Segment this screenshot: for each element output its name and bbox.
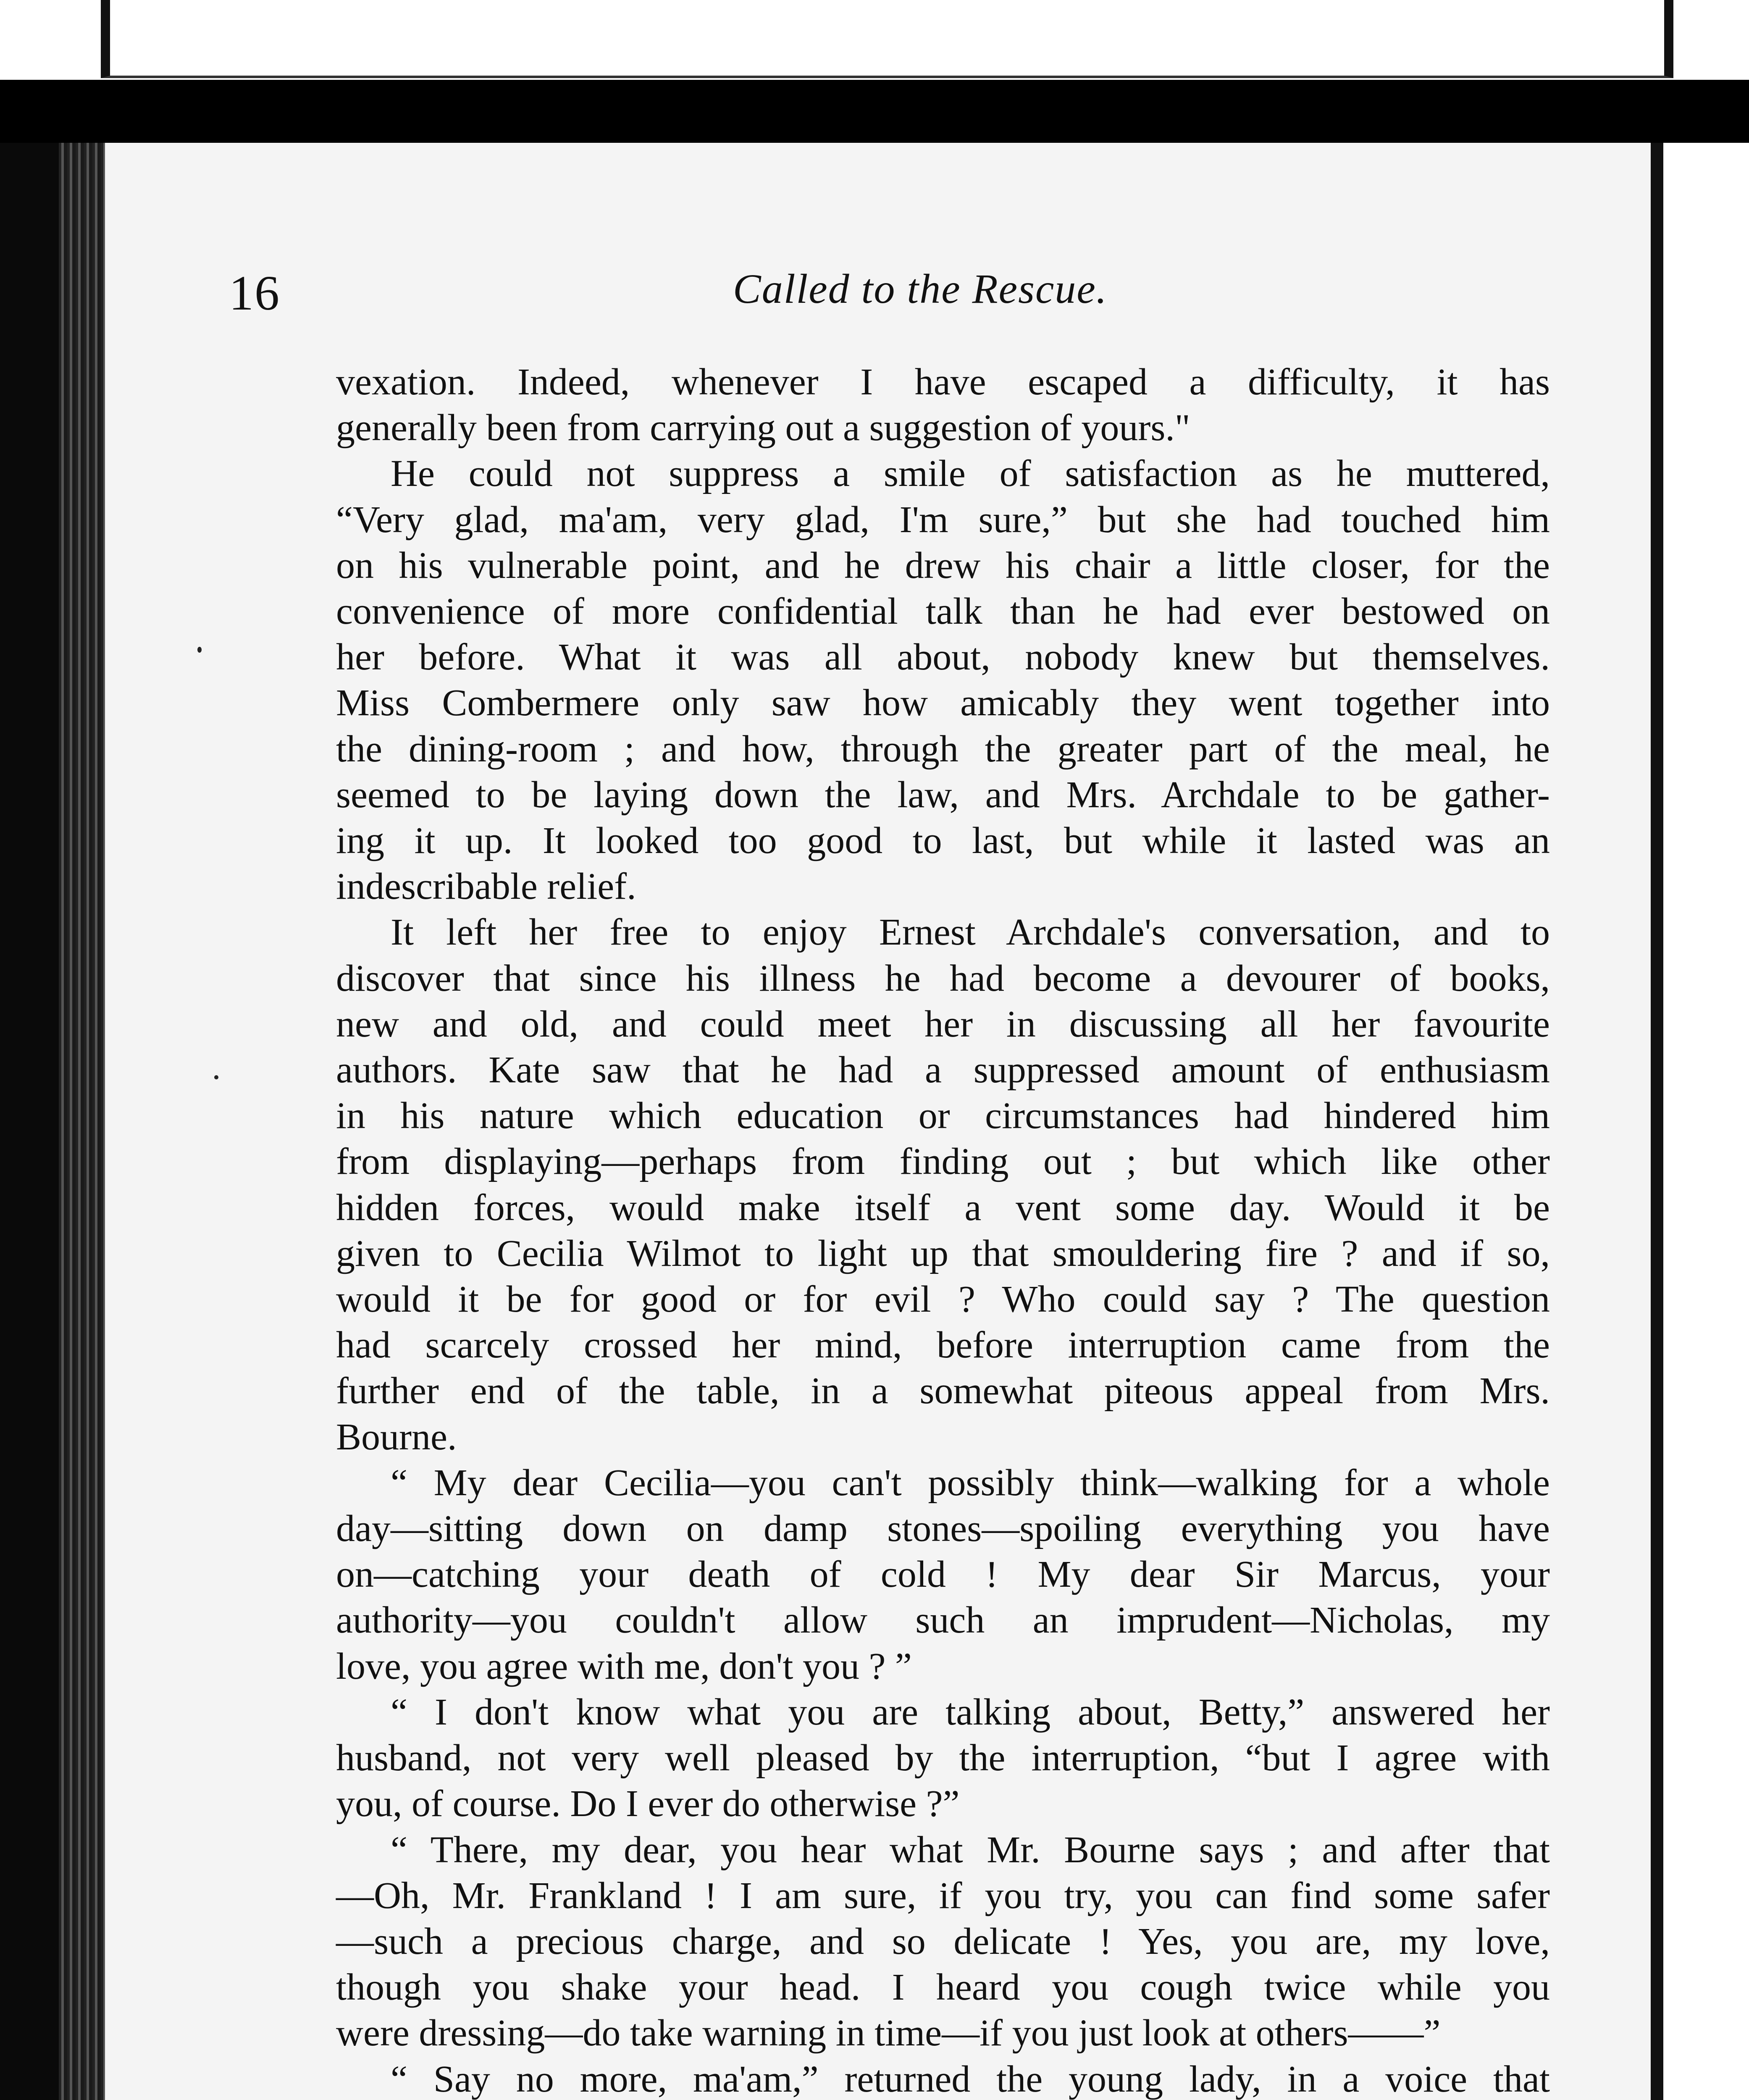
scan-border-right xyxy=(1651,143,1663,2100)
text-line: discover that since his illness he had become a devourer of books, xyxy=(336,957,1550,999)
text-line: her before. What it was all about, nobody knew but themselves. xyxy=(336,636,1550,678)
text-line: had scarcely crossed her mind, before interruption came from the xyxy=(336,1324,1550,1366)
text-line: husband, not very well pleased by the interruption, “but I agree with xyxy=(336,1737,1550,1779)
text-line: on—catching your death of cold ! My dear Sir Marcus, your xyxy=(336,1554,1550,1596)
dust-speck xyxy=(214,1075,218,1079)
text-line: —such a precious charge, and so delicate ! Yes, you are, my love, xyxy=(336,1920,1550,1962)
paragraph xyxy=(336,1460,1550,1689)
text-line: “ Say no more, ma'am,” returned the young lady, in a voice that xyxy=(391,2058,1550,2100)
dust-speck xyxy=(197,647,202,653)
paragraph xyxy=(336,451,1550,909)
text-line: were dressing—do take warning in time—if you just look at others——” xyxy=(336,2012,1441,2054)
text-line: new and old, and could meet her in discussing all her favourite xyxy=(336,1003,1550,1045)
body-text xyxy=(336,359,1550,2100)
text-line: day—sitting down on damp stones—spoiling everything you have xyxy=(336,1508,1550,1550)
paragraph xyxy=(336,2056,1550,2100)
running-title: Called to the Rescue. xyxy=(733,265,1108,312)
text-line: generally been from carrying out a suggestion of yours." xyxy=(336,407,1190,449)
text-line: seemed to be laying down the law, and Mrs. Archdale to be gather- xyxy=(336,774,1550,816)
text-line: on his vulnerable point, and he drew his chair a little closer, for the xyxy=(336,544,1550,586)
text-line: love, you agree with me, don't you ? ” xyxy=(336,1645,912,1687)
scan-margin-right xyxy=(1651,143,1749,2100)
previous-page-edge xyxy=(0,0,1749,80)
scan-border-top xyxy=(0,80,1749,143)
text-line: convenience of more confidential talk than he had ever bestowed on xyxy=(336,591,1550,633)
paragraph xyxy=(336,1827,1550,2056)
book-spine-pages xyxy=(59,143,105,2100)
text-line: the dining-room ; and how, through the greater part of the meal, he xyxy=(336,728,1550,770)
text-line: indescribable relief. xyxy=(336,866,636,908)
text-line: given to Cecilia Wilmot to light up that smouldering fire ? and if so, xyxy=(336,1232,1550,1274)
text-line: further end of the table, in a somewhat piteous appeal from Mrs. xyxy=(336,1370,1550,1412)
text-line: He could not suppress a smile of satisfaction as he muttered, xyxy=(391,453,1550,495)
text-line: in his nature which education or circumstances had hindered him xyxy=(336,1095,1550,1137)
text-line: “ There, my dear, you hear what Mr. Bourne says ; and after that xyxy=(391,1829,1550,1871)
text-line: Bourne. xyxy=(336,1416,457,1458)
text-line: though you shake your head. I heard you cough twice while you xyxy=(336,1966,1550,2008)
text-line: vexation. Indeed, whenever I have escaped a difficulty, it has xyxy=(336,361,1550,403)
previous-page-border xyxy=(101,0,1673,78)
text-line: “ My dear Cecilia—you can't possibly think—walking for a whole xyxy=(391,1462,1550,1504)
text-line: from displaying—perhaps from finding out ; but which like other xyxy=(336,1141,1550,1183)
text-line: hidden forces, would make itself a vent some day. Would it be xyxy=(336,1186,1550,1228)
text-line: —Oh, Mr. Frankland ! I am sure, if you try, you can find some safer xyxy=(336,1874,1550,1916)
running-head xyxy=(229,265,1552,323)
text-line: would it be for good or for evil ? Who could say ? The question xyxy=(336,1278,1550,1320)
paragraph xyxy=(336,359,1550,451)
paragraph xyxy=(336,1689,1550,1827)
text-line: you, of course. Do I ever do otherwise ?” xyxy=(336,1783,960,1825)
text-line: authority—you couldn't allow such an imprudent—Nicholas, my xyxy=(336,1599,1550,1641)
paragraph xyxy=(336,909,1550,1460)
text-line: It left her free to enjoy Ernest Archdale's conversation, and to xyxy=(391,911,1550,953)
text-line: “Very glad, ma'am, very glad, I'm sure,” but she had touched him xyxy=(336,499,1550,541)
text-line: “ I don't know what you are talking about, Betty,” answered her xyxy=(391,1691,1550,1733)
page-number: 16 xyxy=(229,265,280,320)
text-line: ing it up. It looked too good to last, but while it lasted was an xyxy=(336,820,1550,862)
text-line: authors. Kate saw that he had a suppressed amount of enthusiasm xyxy=(336,1049,1550,1091)
text-line: Miss Combermere only saw how amicably they went together into xyxy=(336,682,1550,724)
